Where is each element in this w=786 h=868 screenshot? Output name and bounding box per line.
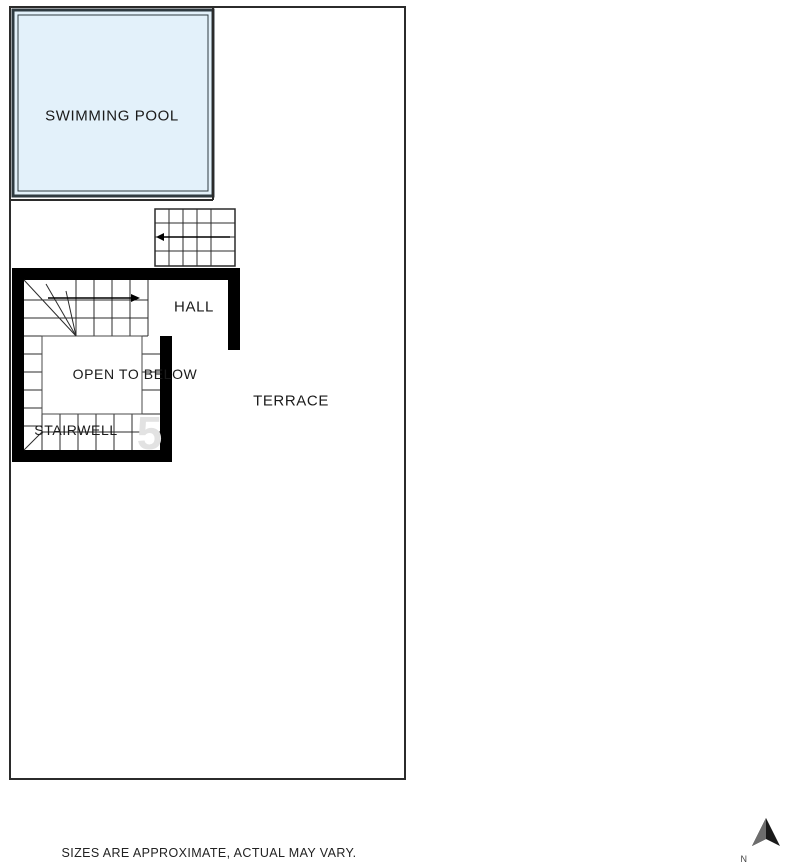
label-open-to-below: OPEN TO BELOW <box>72 366 198 382</box>
label-hall: HALL <box>174 298 214 316</box>
hall-wall-stub <box>228 336 240 350</box>
footer-disclaimer: SIZES ARE APPROXIMATE, ACTUAL MAY VARY. <box>61 846 357 860</box>
plan-number-watermark: 5 <box>136 407 164 459</box>
label-swimming-pool: SWIMMING POOL <box>45 107 179 125</box>
label-stairwell: STAIRWELL <box>34 422 118 438</box>
compass-icon <box>752 818 780 846</box>
label-terrace: TERRACE <box>253 392 329 410</box>
compass-north-letter: N <box>740 854 748 864</box>
swimming-pool-shape <box>13 10 213 196</box>
